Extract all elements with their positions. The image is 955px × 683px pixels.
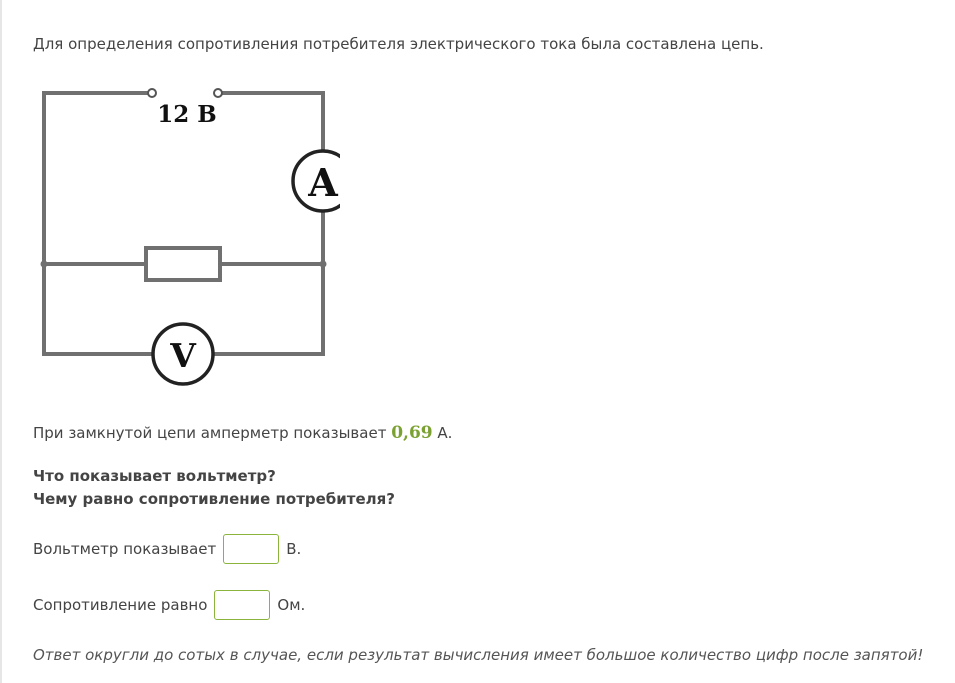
ammeter-label: A	[308, 160, 338, 205]
junction-right	[320, 261, 327, 268]
circuit-diagram	[30, 80, 340, 395]
question-resistance: Чему равно сопротивление потребителя?	[33, 490, 395, 508]
terminal-left	[148, 89, 156, 97]
resistance-input[interactable]	[214, 590, 270, 620]
voltmeter-label: V	[170, 336, 196, 375]
resistance-label: Сопротивление равно	[33, 596, 208, 614]
voltage-answer-row	[33, 532, 301, 566]
voltage-unit: В.	[286, 540, 302, 558]
current-unit: А.	[437, 424, 453, 442]
voltage-input[interactable]	[223, 534, 279, 564]
current-value: 0,69	[391, 423, 433, 443]
source-voltage-label: 12 В	[157, 101, 217, 128]
current-statement	[33, 423, 452, 443]
junction-left	[41, 261, 48, 268]
question-voltmeter: Что показывает вольтметр?	[33, 467, 276, 485]
current-text: При замкнутой цепи амперметр показывает	[33, 424, 387, 442]
voltage-label: Вольтметр показывает	[33, 540, 217, 558]
resistance-unit: Ом.	[277, 596, 306, 614]
rounding-hint: Ответ округли до сотых в случае, если результат вычисления имеет большое количество цифр после запятой!	[33, 646, 924, 664]
resistor	[146, 248, 220, 280]
left-border	[0, 0, 2, 683]
intro-text: Для определения сопротивления потребителя электрического тока была составлена цепь.	[33, 35, 764, 53]
resistance-answer-row	[33, 588, 305, 622]
terminal-right	[214, 89, 222, 97]
